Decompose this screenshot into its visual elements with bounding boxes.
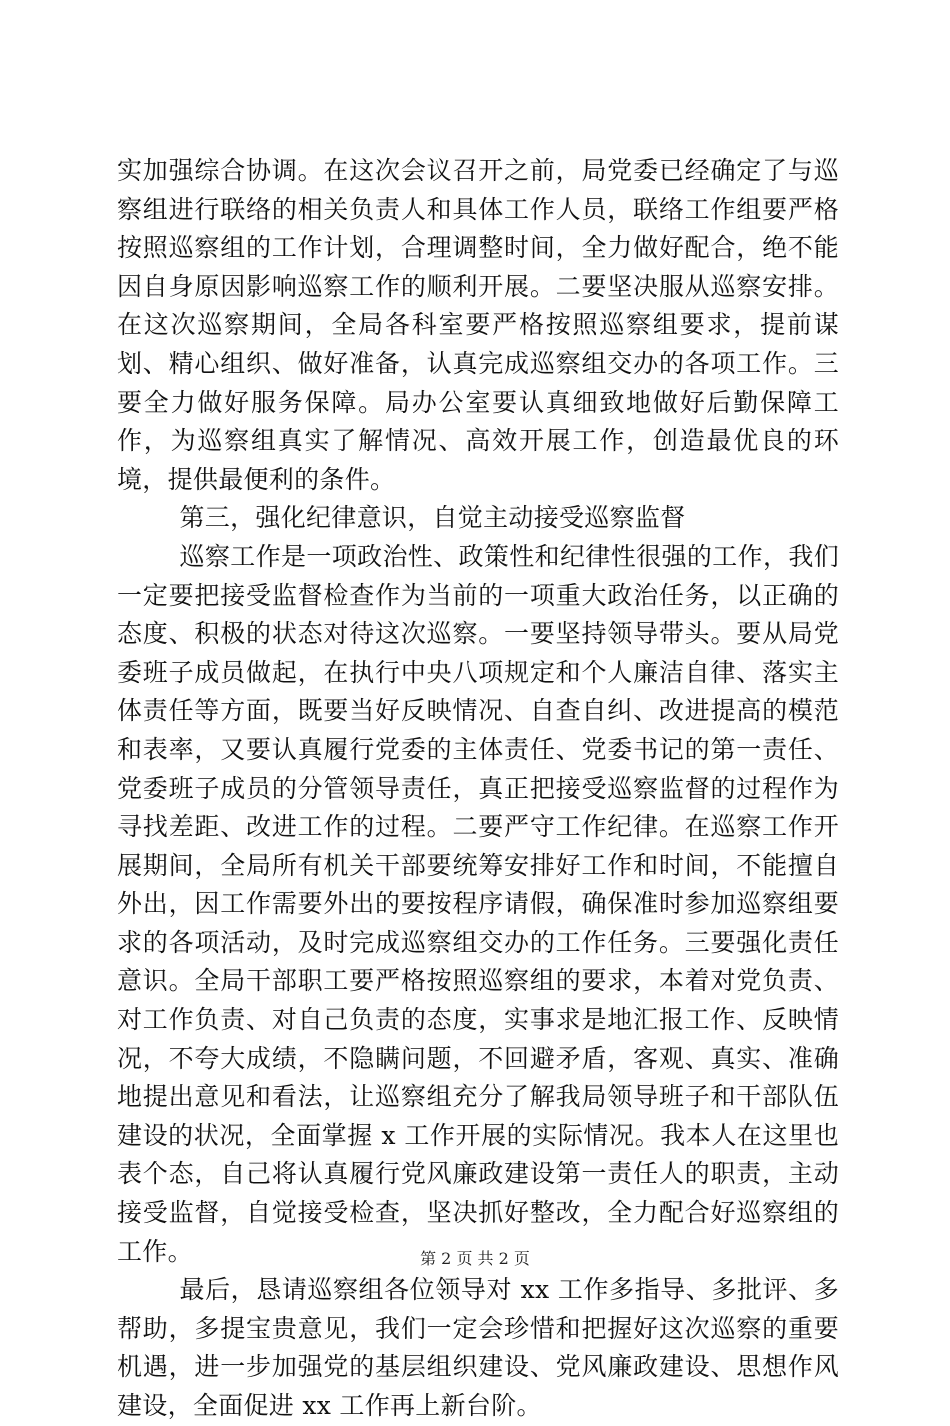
paragraph-discipline: 巡察工作是一项政治性、政策性和纪律性很强的工作，我们一定要把接受监督检查作为当前的一项重大政治任务，以正确的态度、积极的状态对待这次巡察。一要坚持领导带头。要从局党委班子成员做起，在执行中央八项规定和个人廉洁自律、落实主体责任等方面，既要当好反映情况、自查自纠、改进提高的模范和表率，又要认真履行党委的主体责任、党委书记的第一责任、党委班子成员的分管领导责任，真正把接受巡察监督的过程作为寻找差距、改进工作的过程。二要严守工作纪律。在巡察工作开展期间，全局所有机关干部要统筹安排好工作和时间，不能擅自外出，因工作需要外出的要按程序请假，确保准时参加巡察组要求的各项活动，及时完成巡察组交办的工作任务。三要强化责任意识。全局干部职工要严格按照巡察组的要求，本着对党负责、对工作负责、对自己负责的态度，实事求是地汇报工作、反映情况，不夸大成绩，不隐瞒问题，不回避矛盾，客观、真实、准确地提出意见和看法，让巡察组充分了解我局领导班子和干部队伍建设的状况，全面掌握 x 工作开展的实际情况。我本人在这里也表个态，自己将认真履行党风廉政建设第一责任人的职责，主动接受监督，自觉接受检查，坚决抓好整改，全力配合好巡察组的工作。 bbox=[117, 541, 839, 1266]
paragraph-closing: 最后，恳请巡察组各位领导对 xx 工作多指导、多批评、多帮助，多提宝贵意见，我们一定会珍惜和把握好这次巡察的重要机遇，进一步加强党的基层组织建设、党风廉政建设、思想作风建设，全面促进 xx 工作再上新台阶。 bbox=[117, 1275, 839, 1420]
document-body bbox=[117, 152, 839, 1426]
section-heading-third: 第三，强化纪律意识，自觉主动接受巡察监督 bbox=[179, 503, 686, 533]
page-number-footer: 第 2 页 共 2 页 bbox=[420, 1249, 530, 1268]
paragraph-continuation: 实加强综合协调。在这次会议召开之前，局党委已经确定了与巡察组进行联络的相关负责人和具体工作人员，联络工作组要严格按照巡察组的工作计划，合理调整时间，全力做好配合，绝不能因自身原因影响巡察工作的顺利开展。二要坚决服从巡察安排。在这次巡察期间，全局各科室要严格按照巡察组要求，提前谋划、精心组织、做好准备，认真完成巡察组交办的各项工作。三要全力做好服务保障。局办公室要认真细致地做好后勤保障工作，为巡察组真实了解情况、高效开展工作，创造最优良的环境，提供最便利的条件。 bbox=[117, 156, 839, 494]
